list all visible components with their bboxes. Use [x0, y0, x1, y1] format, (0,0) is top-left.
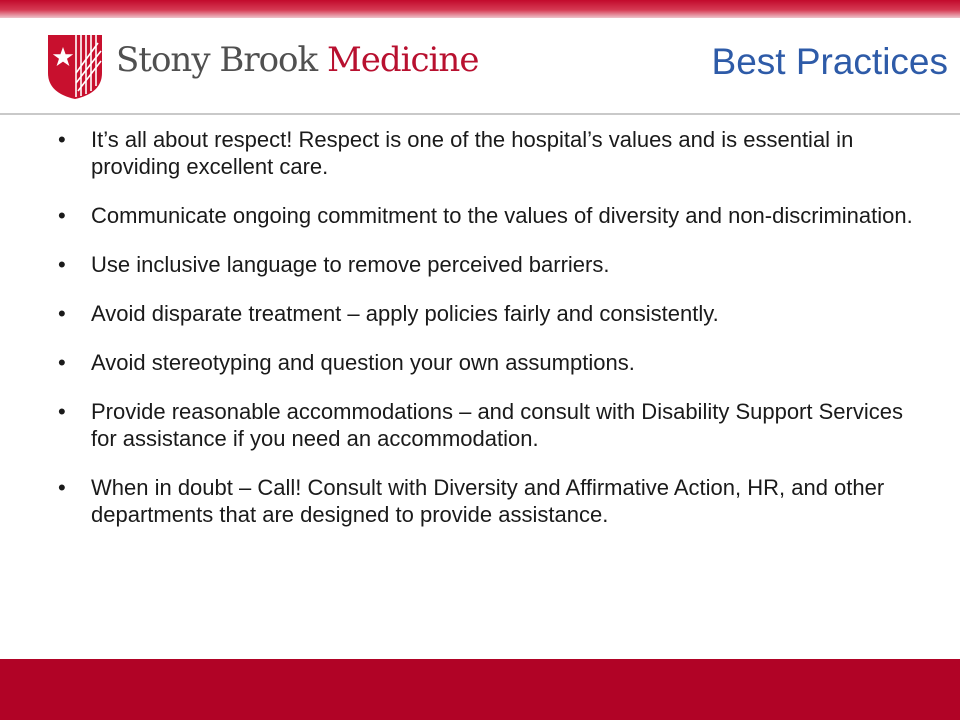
bullet-item: [56, 349, 916, 376]
bullet-text: It’s all about respect! Respect is one of the hospital’s values and is essential in providing excellent care.: [91, 127, 854, 179]
bullet-item: [56, 251, 916, 278]
header-divider: [0, 113, 960, 115]
bullet-icon: •: [58, 475, 66, 500]
bullet-icon: •: [58, 203, 66, 228]
bullet-text: When in doubt – Call! Consult with Diversity and Affirmative Action, HR, and other departments that are designed to provide assistance.: [91, 475, 885, 527]
bullet-list: [56, 126, 916, 550]
bullet-text: Provide reasonable accommodations – and consult with Disability Support Services for assistance if you need an accommodation.: [91, 399, 903, 451]
bullet-text: Use inclusive language to remove perceived barriers.: [91, 252, 610, 277]
bullet-item: [56, 300, 916, 327]
bullet-icon: •: [58, 127, 66, 152]
top-accent-band: [0, 0, 960, 18]
logo-name-accent: Medicine: [326, 40, 479, 80]
shield-star-icon: [46, 33, 104, 101]
logo-wordmark: [116, 40, 478, 80]
bullet-item: [56, 202, 916, 229]
bullet-icon: •: [58, 350, 66, 375]
logo-name-primary: Stony Brook: [116, 40, 327, 80]
bullet-icon: •: [58, 252, 66, 277]
bullet-icon: •: [58, 399, 66, 424]
bottom-accent-band: [0, 659, 960, 720]
bullet-item: [56, 474, 916, 528]
bullet-icon: •: [58, 301, 66, 326]
bullet-item: [56, 126, 916, 180]
bullet-text: Avoid stereotyping and question your own assumptions.: [91, 350, 635, 375]
bullet-text: Avoid disparate treatment – apply policies fairly and consistently.: [91, 301, 719, 326]
slide-title: Best Practices: [711, 41, 948, 82]
bullet-text: Communicate ongoing commitment to the values of diversity and non-discrimination.: [91, 203, 913, 228]
bullet-item: [56, 398, 916, 452]
